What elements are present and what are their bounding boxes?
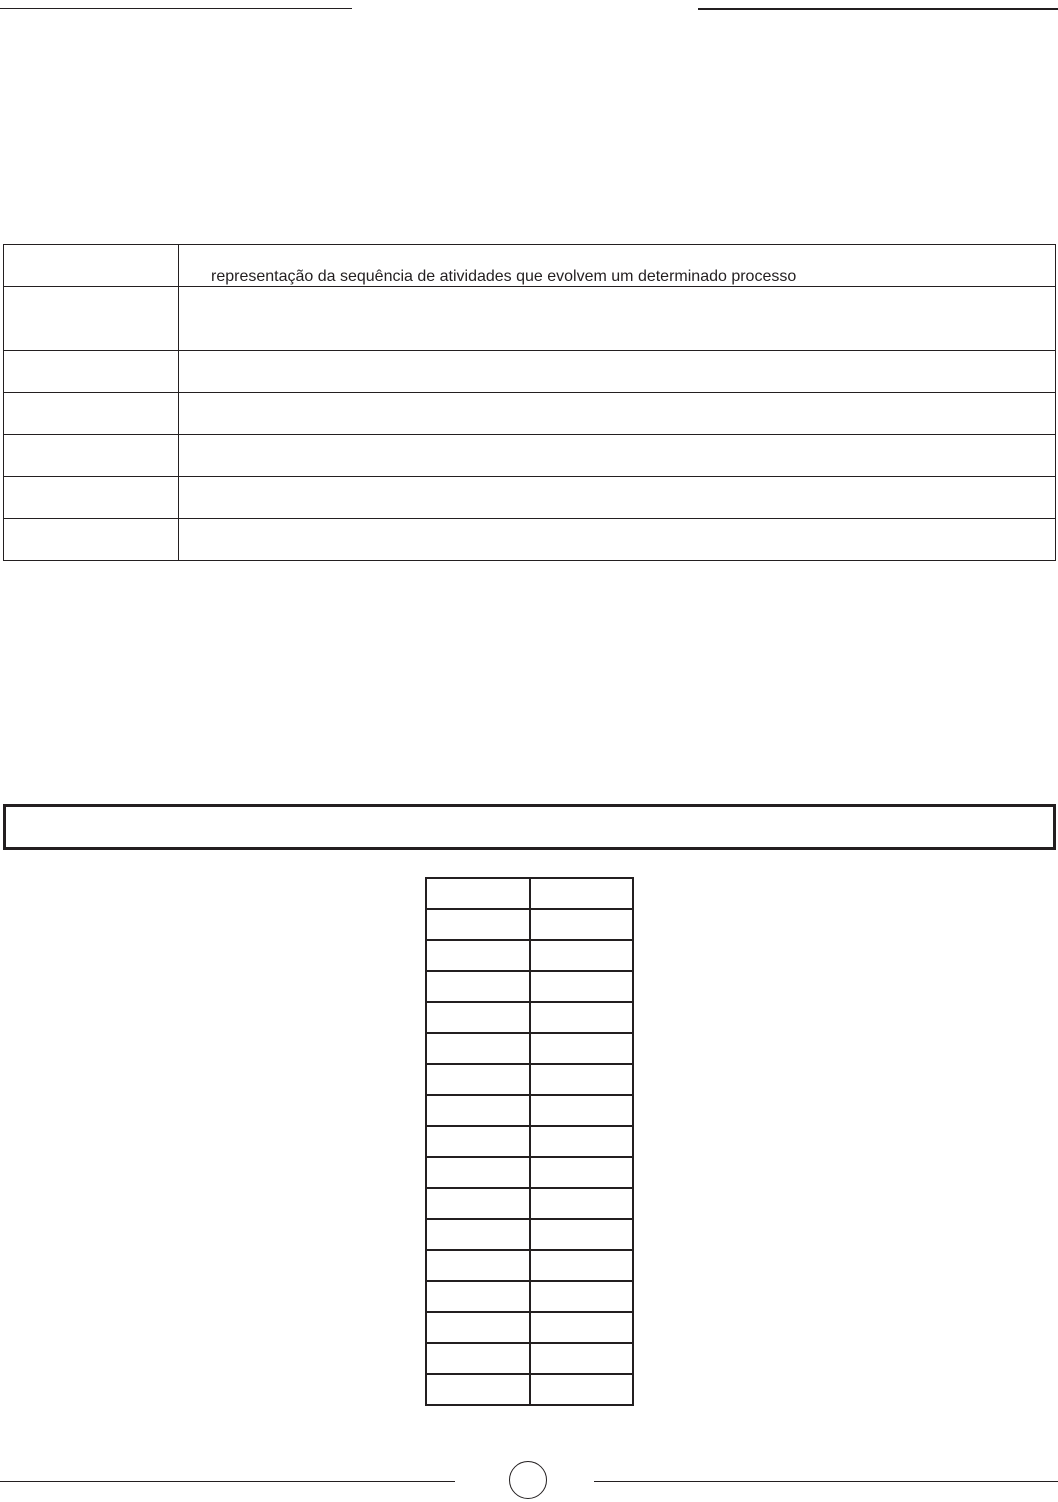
grid-cell[interactable]	[426, 1219, 530, 1250]
grid-cell[interactable]	[426, 1033, 530, 1064]
footer-rule-right	[594, 1481, 1058, 1482]
grid-row	[426, 878, 633, 909]
page-number-circle	[509, 1461, 547, 1499]
grid-row	[426, 1312, 633, 1343]
grid-cell[interactable]	[530, 1033, 634, 1064]
term-cell[interactable]	[4, 351, 179, 393]
grid-cell[interactable]	[530, 1250, 634, 1281]
grid-cell[interactable]	[426, 971, 530, 1002]
grid-cell[interactable]	[530, 1126, 634, 1157]
grid-cell[interactable]	[530, 1219, 634, 1250]
grid-cell[interactable]	[426, 1281, 530, 1312]
grid-row	[426, 1250, 633, 1281]
grid-row	[426, 1033, 633, 1064]
grid-cell[interactable]	[530, 909, 634, 940]
grid-row	[426, 1157, 633, 1188]
grid-cell[interactable]	[530, 1374, 634, 1405]
table-row	[4, 287, 1056, 351]
grid-cell[interactable]	[426, 1250, 530, 1281]
grid-cell[interactable]	[530, 1157, 634, 1188]
grid-cell[interactable]	[530, 1281, 634, 1312]
term-cell[interactable]	[4, 287, 179, 351]
header-rule-right	[698, 8, 1058, 10]
grid-row	[426, 971, 633, 1002]
footer-rule-left	[0, 1481, 455, 1482]
grid-cell[interactable]	[426, 1126, 530, 1157]
grid-cell[interactable]	[426, 1095, 530, 1126]
grid-cell[interactable]	[530, 1188, 634, 1219]
grid-cell[interactable]	[426, 1374, 530, 1405]
definitions-table	[3, 244, 1056, 561]
grid-row	[426, 1064, 633, 1095]
description-cell[interactable]	[179, 477, 1056, 519]
term-cell[interactable]	[4, 393, 179, 435]
grid-cell[interactable]	[530, 1343, 634, 1374]
table-row	[4, 351, 1056, 393]
description-cell[interactable]	[179, 519, 1056, 561]
table-row	[4, 435, 1056, 477]
grid-cell[interactable]	[426, 878, 530, 909]
table-row	[4, 245, 1056, 287]
grid-row	[426, 1343, 633, 1374]
header-rule-left	[0, 8, 352, 9]
grid-cell[interactable]	[426, 1157, 530, 1188]
grid-row	[426, 1002, 633, 1033]
grid-cell[interactable]	[426, 1002, 530, 1033]
grid-row	[426, 940, 633, 971]
grid-row	[426, 1126, 633, 1157]
grid-cell[interactable]	[426, 940, 530, 971]
grid-cell[interactable]	[426, 1312, 530, 1343]
description-cell[interactable]	[179, 287, 1056, 351]
table-row	[4, 477, 1056, 519]
grid-row	[426, 1188, 633, 1219]
table-row	[4, 519, 1056, 561]
grid-cell[interactable]	[530, 1064, 634, 1095]
grid-row	[426, 909, 633, 940]
term-cell[interactable]	[4, 519, 179, 561]
term-cell[interactable]	[4, 435, 179, 477]
answer-box[interactable]	[3, 804, 1056, 850]
grid-cell[interactable]	[426, 909, 530, 940]
grid-row	[426, 1281, 633, 1312]
grid-cell[interactable]	[426, 1343, 530, 1374]
description-cell[interactable]	[179, 351, 1056, 393]
answer-grid	[425, 877, 634, 1406]
grid-cell[interactable]	[530, 1002, 634, 1033]
grid-cell[interactable]	[530, 1312, 634, 1343]
grid-row	[426, 1095, 633, 1126]
description-cell[interactable]	[179, 435, 1056, 477]
grid-cell[interactable]	[530, 971, 634, 1002]
grid-row	[426, 1219, 633, 1250]
grid-row	[426, 1374, 633, 1405]
grid-cell[interactable]	[530, 878, 634, 909]
term-cell[interactable]	[4, 477, 179, 519]
description-cell[interactable]: representação da sequência de atividades que evolvem um determinado processo	[179, 245, 1056, 287]
table-row	[4, 393, 1056, 435]
description-cell[interactable]	[179, 393, 1056, 435]
term-cell[interactable]	[4, 245, 179, 287]
grid-cell[interactable]	[426, 1064, 530, 1095]
grid-cell[interactable]	[426, 1188, 530, 1219]
grid-cell[interactable]	[530, 940, 634, 971]
grid-cell[interactable]	[530, 1095, 634, 1126]
